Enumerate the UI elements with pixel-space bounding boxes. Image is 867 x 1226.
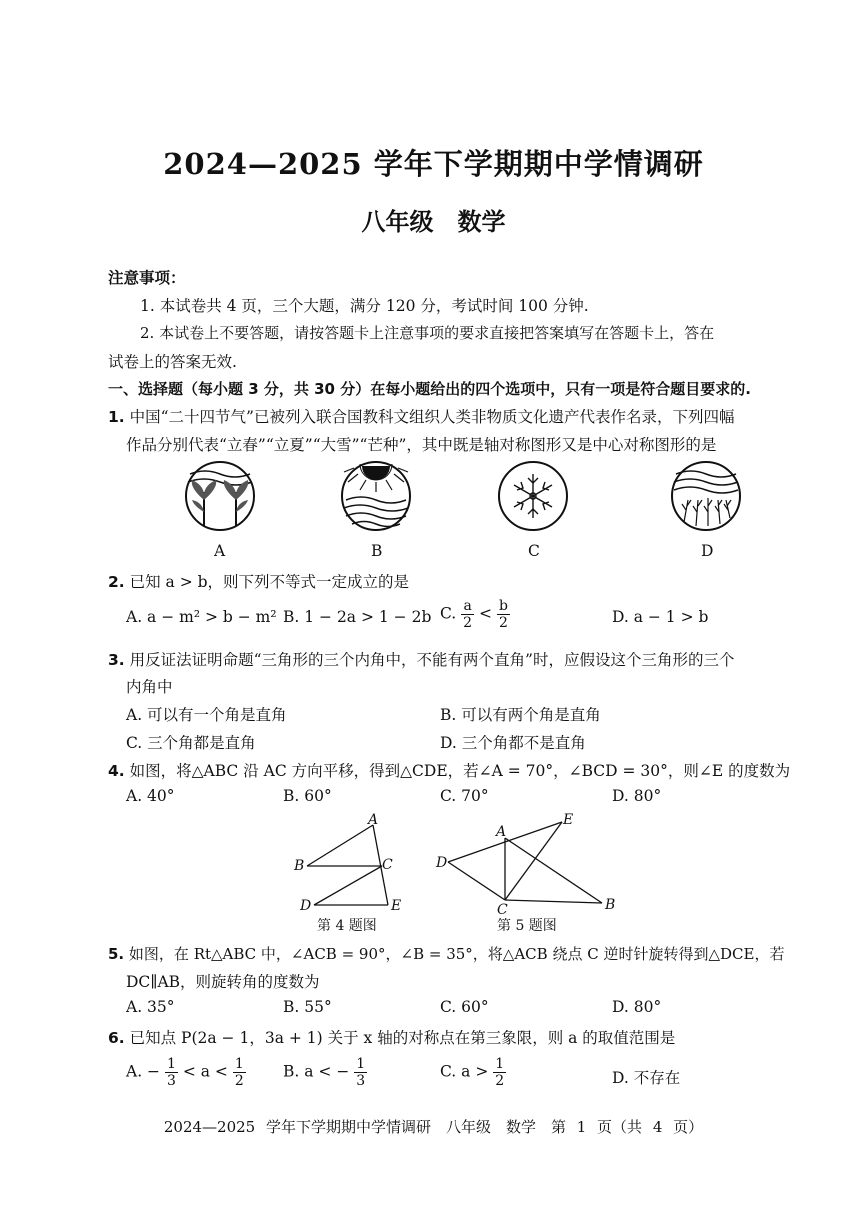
question-5-option-d: D. 80°: [612, 998, 662, 1016]
page-subtitle: 八年级 数学: [361, 207, 506, 236]
option-b-prefix: B. a < −: [283, 1062, 350, 1081]
fraction-1-over-3: $\frac{1}{3}$: [166, 1056, 176, 1089]
question-3-stem-1: 用反证法证明命题“三角形的三个内角中，不能有两个直角”时，应假设这个三角形的三个: [129, 651, 735, 669]
section-1-heading: 一、选择题（每小题 3 分，共 30 分）在每小题给出的四个选项中，只有一项是符合题目要求的.: [108, 380, 751, 398]
question-2-option-a: A. a − m² > b − m²: [126, 608, 277, 626]
figure-d-label: D: [701, 542, 714, 560]
question-5-stem-1: 如图，在 Rt△ABC 中，∠ACB = 90°，∠B = 35°，将△ACB 绕点 C 逆时针旋转得到△DCE，若: [128, 945, 785, 963]
fig5-point-d: D: [436, 855, 448, 871]
question-3-option-a: A. 可以有一个角是直角: [126, 706, 287, 724]
question-3-option-b: B. 可以有两个角是直角: [440, 706, 601, 724]
question-5-number: 5.: [108, 945, 125, 963]
question-2-number: 2.: [108, 573, 125, 591]
fig4-point-a: A: [368, 812, 379, 828]
question-6-option-d: D. 不存在: [612, 1069, 681, 1087]
question-6-line: [108, 1026, 675, 1048]
page-title: 2024—2025 学年下学期期中学情调研: [163, 147, 704, 181]
question-6-option-c: [440, 1056, 506, 1089]
notice-item-1: 1. 本试卷共 4 页，三个大题，满分 120 分，考试时间 100 分钟.: [140, 297, 589, 315]
question-4-stem: 如图，将△ABC 沿 AC 方向平移，得到△CDE，若∠A = 70°，∠BCD = 30°，则∠E 的度数为: [129, 762, 791, 780]
question-2-option-d: D. a − 1 > b: [612, 608, 709, 626]
question-2-option-b: B. 1 − 2a > 1 − 2b: [283, 608, 432, 626]
fig4-point-d: D: [300, 898, 312, 914]
option-c-prefix: C.: [440, 604, 457, 623]
fig5-point-c: C: [497, 902, 508, 918]
figure-4-diagram: [307, 825, 388, 905]
question-1-stem-1: 中国“二十四节气”已被列入联合国教科文组织人类非物质文化遗产代表作名录，下列四幅: [129, 408, 735, 426]
question-5-line2: DC∥AB，则旋转角的度数为: [126, 973, 320, 991]
option-c-operator: <: [479, 604, 493, 623]
question-5-option-a: A. 35°: [126, 998, 175, 1016]
question-1-line2: 作品分别代表“立春”“立夏”“大雪”“芒种”，其中既是轴对称图形又是中心对称图形的是: [126, 436, 717, 454]
question-6-number: 6.: [108, 1029, 125, 1047]
figure-5-diagram: [448, 822, 602, 903]
option-c-prefix-6: C. a >: [440, 1062, 489, 1081]
fraction-1-over-2: $\frac{1}{2}$: [234, 1056, 244, 1089]
question-6-option-a: [126, 1056, 246, 1089]
fig4-point-e: E: [391, 898, 402, 914]
figure-c-label: C: [528, 542, 540, 560]
figure-b-label: B: [371, 542, 383, 560]
fig5-point-a: A: [496, 824, 507, 840]
fraction-b-over-2: $\frac{b}{2}$: [498, 598, 508, 631]
fraction-1-over-3-b: $\frac{1}{3}$: [356, 1056, 366, 1089]
page-footer: 2024—2025 学年下学期期中学情调研 八年级 数学 第 1 页（共 4 页）: [163, 1118, 704, 1136]
question-4-option-c: C. 70°: [440, 787, 489, 805]
notice-item-2-line1: 2. 本试卷上不要答题，请按答题卡上注意事项的要求直接把答案填写在答题卡上，答在: [140, 324, 715, 342]
question-4-option-d: D. 80°: [612, 787, 662, 805]
question-6-stem: 已知点 P(2a − 1，3a + 1) 关于 x 轴的对称点在第三象限，则 a 的取值范围是: [129, 1029, 676, 1047]
option-a-prefix: A. −: [126, 1062, 161, 1081]
fig4-point-c: C: [382, 857, 393, 873]
question-2-stem: 已知 a > b，则下列不等式一定成立的是: [129, 573, 410, 591]
notice-item-2-line2: 试卷上的答案无效.: [108, 353, 237, 371]
fraction-1-over-2-c: $\frac{1}{2}$: [495, 1056, 505, 1089]
fig5-point-e: E: [563, 812, 574, 828]
fraction-a-over-2: $\frac{a}{2}$: [463, 598, 473, 631]
question-3-line2: 内角中: [126, 678, 173, 696]
option-a-middle: < a <: [182, 1062, 228, 1081]
question-3-option-d: D. 三个角都不是直角: [440, 734, 586, 752]
figure-5-caption: 第 5 题图: [497, 918, 557, 934]
question-5-option-c: C. 60°: [440, 998, 489, 1016]
question-3-option-c: C. 三个角都是直角: [126, 734, 256, 752]
figure-4-caption: 第 4 题图: [317, 918, 377, 934]
figure-a-label: A: [214, 542, 226, 560]
fig5-point-b: B: [605, 897, 616, 913]
question-6-option-b: [283, 1056, 367, 1089]
question-1-number: 1.: [108, 408, 125, 426]
fig4-point-b: B: [294, 858, 305, 874]
question-3-number: 3.: [108, 651, 125, 669]
question-5-option-b: B. 55°: [283, 998, 332, 1016]
notice-heading: 注意事项：: [108, 269, 186, 287]
question-5-line1: [108, 943, 784, 964]
question-4-option-a: A. 40°: [126, 787, 175, 805]
question-4-number: 4.: [108, 762, 125, 780]
question-4-option-b: B. 60°: [283, 787, 332, 805]
